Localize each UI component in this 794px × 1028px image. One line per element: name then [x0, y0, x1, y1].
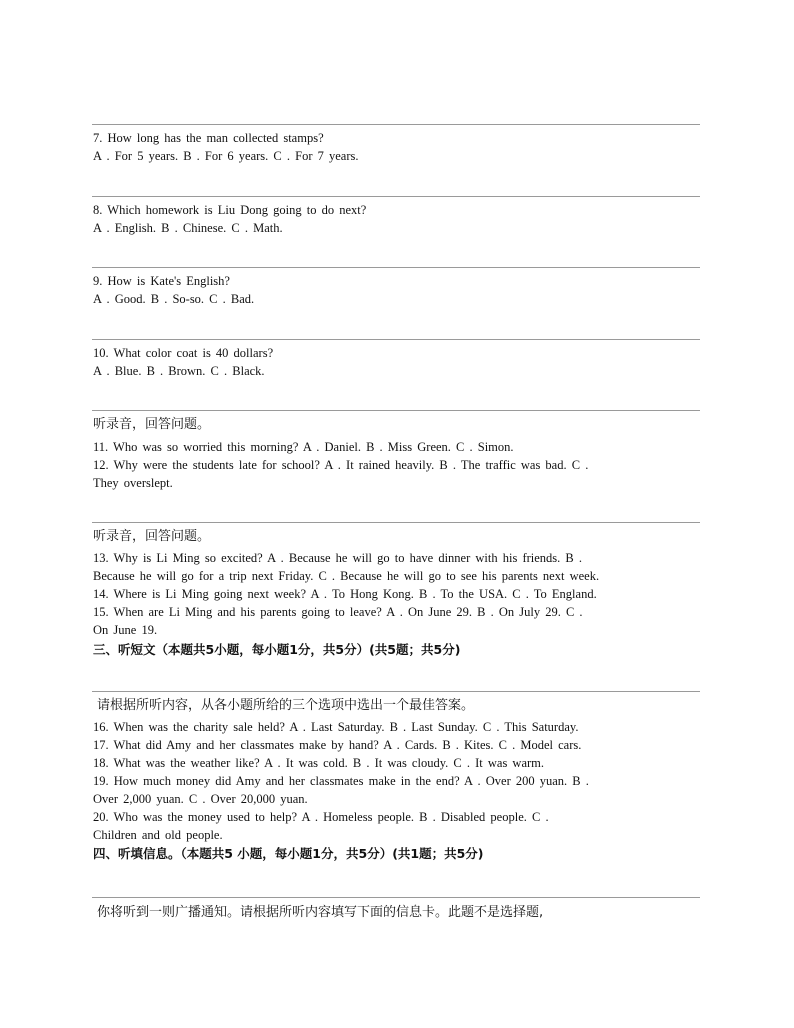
- question-15-cont: On June 19.: [93, 623, 158, 637]
- section-4-heading: 四、听填信息。（本题共5 小题，每小题1分，共5分）(共1题；共5分): [93, 846, 484, 861]
- question-12: 12. Why were the students late for school? A . It rained heavily. B . The traffic was bad. C .: [93, 458, 589, 472]
- question-8: 8. Which homework is Liu Dong going to do next?: [93, 203, 367, 217]
- question-9: 9. How is Kate's English?: [93, 274, 230, 288]
- question-19-cont: Over 2,000 yuan. C . Over 20,000 yuan.: [93, 792, 308, 806]
- question-7: 7. How long has the man collected stamps?: [93, 131, 324, 145]
- divider: [92, 124, 700, 125]
- options-7: A . For 5 years. B . For 6 years. C . For 7 years.: [93, 149, 359, 163]
- divider: [92, 691, 700, 692]
- divider: [92, 410, 700, 411]
- question-20-cont: Children and old people.: [93, 828, 223, 842]
- question-16: 16. When was the charity sale held? A . Last Saturday. B . Last Sunday. C . This Saturday.: [93, 720, 579, 734]
- question-11: 11. Who was so worried this morning? A . Daniel. B . Miss Green. C . Simon.: [93, 440, 514, 454]
- divider: [92, 267, 700, 268]
- divider: [92, 339, 700, 340]
- section-4-instruction: 你将听到一则广播通知。请根据所听内容填写下面的信息卡。此题不是选择题,: [97, 905, 544, 920]
- question-10: 10. What color coat is 40 dollars?: [93, 346, 274, 360]
- question-18: 18. What was the weather like? A . It was cold. B . It was cloudy. C . It was warm.: [93, 756, 545, 770]
- divider: [92, 196, 700, 197]
- question-17: 17. What did Amy and her classmates make by hand? A . Cards. B . Kites. C . Model cars.: [93, 738, 582, 752]
- divider: [92, 522, 700, 523]
- question-15: 15. When are Li Ming and his parents going to leave? A . On June 29. B . On July 29. C .: [93, 605, 583, 619]
- instruction-13: 听录音，回答问题。: [93, 529, 211, 544]
- question-14: 14. Where is Li Ming going next week? A . To Hong Kong. B . To the USA. C . To England.: [93, 587, 597, 601]
- question-12-cont: They overslept.: [93, 476, 173, 490]
- question-20: 20. Who was the money used to help? A . Homeless people. B . Disabled people. C .: [93, 810, 549, 824]
- divider: [92, 897, 700, 898]
- section-3-heading: 三、听短文（本题共5小题，每小题1分，共5分）(共5题；共5分): [93, 642, 461, 657]
- instruction-11: 听录音，回答问题。: [93, 417, 211, 432]
- question-13: 13. Why is Li Ming so excited? A . Because he will go to have dinner with his friends. B .: [93, 551, 583, 565]
- options-9: A . Good. B . So-so. C . Bad.: [93, 292, 255, 306]
- options-10: A . Blue. B . Brown. C . Black.: [93, 364, 265, 378]
- question-13-cont: Because he will go for a trip next Friday. C . Because he will go to see his parents next week.: [93, 569, 600, 583]
- question-19: 19. How much money did Amy and her classmates make in the end? A . Over 200 yuan. B .: [93, 774, 589, 788]
- options-8: A . English. B . Chinese. C . Math.: [93, 221, 283, 235]
- section-3-instruction: 请根据所听内容，从各小题所给的三个选项中选出一个最佳答案。: [97, 698, 475, 713]
